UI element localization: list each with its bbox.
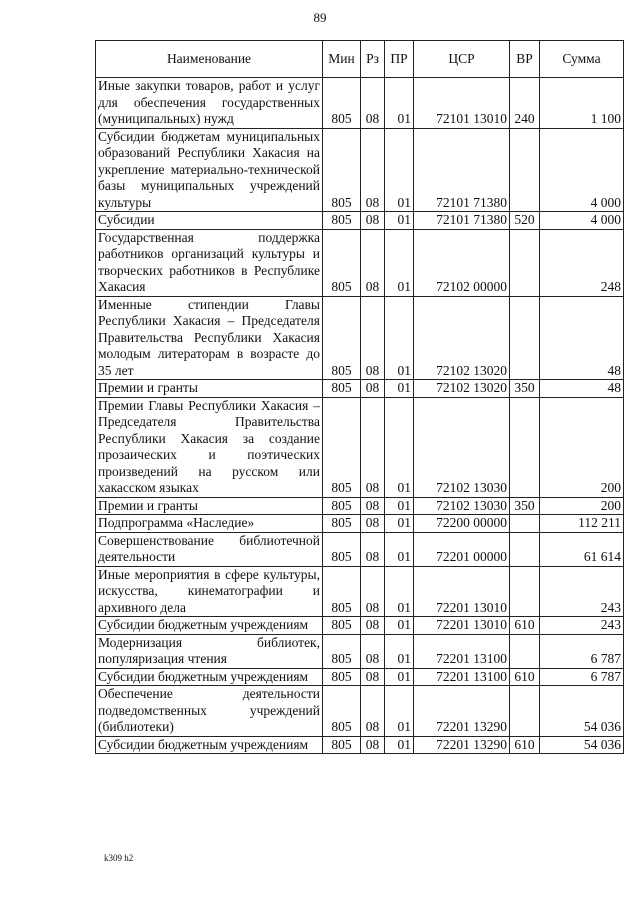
- table-header-row: [96, 41, 624, 78]
- cell-pr: 01: [385, 212, 414, 230]
- cell-vr: [510, 397, 540, 497]
- cell-vr: [510, 128, 540, 212]
- column-header-min: Мин: [323, 41, 361, 78]
- cell-name: Подпрограмма «Наследие»: [96, 515, 323, 533]
- cell-csr: 72102 00000: [414, 229, 510, 296]
- cell-csr: 72102 13030: [414, 497, 510, 515]
- cell-rz: 08: [361, 617, 385, 635]
- cell-rz: 08: [361, 668, 385, 686]
- cell-name: Премии и гранты: [96, 380, 323, 398]
- table-row: [96, 634, 624, 668]
- cell-min: 805: [323, 78, 361, 129]
- cell-csr: 72102 13020: [414, 380, 510, 398]
- cell-pr: 01: [385, 736, 414, 754]
- cell-sum: 1 100: [540, 78, 624, 129]
- cell-sum: 54 036: [540, 686, 624, 737]
- cell-pr: 01: [385, 78, 414, 129]
- cell-rz: 08: [361, 736, 385, 754]
- cell-vr: 350: [510, 380, 540, 398]
- cell-pr: 01: [385, 229, 414, 296]
- cell-rz: 08: [361, 566, 385, 617]
- cell-name: Именные стипендии Главы Республики Хакасия – Председателя Правительства Республики Хакасия молодым литераторам в возрасте до 35 лет: [96, 296, 323, 380]
- cell-min: 805: [323, 686, 361, 737]
- cell-rz: 08: [361, 78, 385, 129]
- cell-csr: 72201 13290: [414, 686, 510, 737]
- cell-sum: 48: [540, 380, 624, 398]
- cell-sum: 248: [540, 229, 624, 296]
- cell-name: Субсидии бюджетным учреждениям: [96, 668, 323, 686]
- cell-pr: 01: [385, 686, 414, 737]
- table-row: [96, 515, 624, 533]
- cell-csr: 72102 13030: [414, 397, 510, 497]
- cell-name: Иные мероприятия в сфере культуры, искусства, кинематографии и архивного дела: [96, 566, 323, 617]
- cell-sum: 112 211: [540, 515, 624, 533]
- cell-min: 805: [323, 497, 361, 515]
- cell-min: 805: [323, 397, 361, 497]
- cell-min: 805: [323, 212, 361, 230]
- cell-sum: 48: [540, 296, 624, 380]
- cell-vr: [510, 296, 540, 380]
- cell-min: 805: [323, 634, 361, 668]
- cell-min: 805: [323, 736, 361, 754]
- table-row: [96, 380, 624, 398]
- table-row: [96, 229, 624, 296]
- cell-rz: 08: [361, 634, 385, 668]
- column-header-rz: Рз: [361, 41, 385, 78]
- cell-pr: 01: [385, 380, 414, 398]
- cell-pr: 01: [385, 296, 414, 380]
- cell-csr: 72201 13100: [414, 634, 510, 668]
- cell-name: Субсидии бюджетным учреждениям: [96, 736, 323, 754]
- cell-sum: 6 787: [540, 634, 624, 668]
- footer-code: k309 h2: [104, 853, 134, 863]
- cell-vr: 520: [510, 212, 540, 230]
- column-header-vr: ВР: [510, 41, 540, 78]
- column-header-name: Наименование: [96, 41, 323, 78]
- cell-pr: 01: [385, 397, 414, 497]
- cell-pr: 01: [385, 668, 414, 686]
- cell-csr: 72101 71380: [414, 212, 510, 230]
- cell-name: Премии Главы Республики Хакасия – Председателя Правительства Республики Хакасия за создание прозаических и поэтических произведений на русском или хакасском языках: [96, 397, 323, 497]
- table-row: [96, 497, 624, 515]
- cell-min: 805: [323, 566, 361, 617]
- cell-vr: [510, 686, 540, 737]
- cell-csr: 72201 13100: [414, 668, 510, 686]
- cell-name: Субсидии бюджетным учреждениям: [96, 617, 323, 635]
- cell-vr: 610: [510, 668, 540, 686]
- cell-name: Субсидии: [96, 212, 323, 230]
- table-row: [96, 686, 624, 737]
- cell-rz: 08: [361, 397, 385, 497]
- column-header-pr: ПР: [385, 41, 414, 78]
- cell-pr: 01: [385, 566, 414, 617]
- cell-rz: 08: [361, 686, 385, 737]
- table-row: [96, 78, 624, 129]
- cell-min: 805: [323, 617, 361, 635]
- cell-pr: 01: [385, 128, 414, 212]
- table-row: [96, 566, 624, 617]
- column-header-sum: Сумма: [540, 41, 624, 78]
- cell-name: Премии и гранты: [96, 497, 323, 515]
- cell-rz: 08: [361, 497, 385, 515]
- cell-vr: 350: [510, 497, 540, 515]
- cell-vr: [510, 532, 540, 566]
- cell-pr: 01: [385, 515, 414, 533]
- cell-csr: 72101 71380: [414, 128, 510, 212]
- table-row: [96, 296, 624, 380]
- page-number: 89: [313, 10, 327, 25]
- cell-vr: 610: [510, 736, 540, 754]
- cell-pr: 01: [385, 497, 414, 515]
- cell-pr: 01: [385, 617, 414, 635]
- table-row: [96, 128, 624, 212]
- cell-sum: 4 000: [540, 128, 624, 212]
- cell-min: 805: [323, 668, 361, 686]
- cell-rz: 08: [361, 515, 385, 533]
- cell-sum: 54 036: [540, 736, 624, 754]
- cell-name: Государственная поддержка работников организаций культуры и творческих работников в Республике Хакасия: [96, 229, 323, 296]
- cell-vr: [510, 515, 540, 533]
- table-row: [96, 532, 624, 566]
- cell-pr: 01: [385, 634, 414, 668]
- cell-min: 805: [323, 296, 361, 380]
- cell-min: 805: [323, 532, 361, 566]
- budget-table: [95, 40, 624, 754]
- cell-name: Иные закупки товаров, работ и услуг для обеспечения государственных (муниципальных) нужд: [96, 78, 323, 129]
- cell-pr: 01: [385, 532, 414, 566]
- cell-rz: 08: [361, 229, 385, 296]
- cell-vr: [510, 229, 540, 296]
- cell-sum: 200: [540, 497, 624, 515]
- cell-csr: 72201 00000: [414, 532, 510, 566]
- cell-vr: 240: [510, 78, 540, 129]
- cell-csr: 72201 13010: [414, 617, 510, 635]
- cell-rz: 08: [361, 212, 385, 230]
- cell-rz: 08: [361, 532, 385, 566]
- cell-csr: 72101 13010: [414, 78, 510, 129]
- column-header-csr: ЦСР: [414, 41, 510, 78]
- cell-sum: 6 787: [540, 668, 624, 686]
- table-row: [96, 397, 624, 497]
- cell-name: Обеспечение деятельности подведомственных учреждений (библиотеки): [96, 686, 323, 737]
- cell-min: 805: [323, 128, 361, 212]
- cell-name: Субсидии бюджетам муниципальных образований Республики Хакасия на укрепление материально-технической базы муниципальных учреждений культуры: [96, 128, 323, 212]
- cell-name: Модернизация библиотек, популяризация чтения: [96, 634, 323, 668]
- table-row: [96, 736, 624, 754]
- cell-rz: 08: [361, 380, 385, 398]
- cell-name: Совершенствование библиотечной деятельности: [96, 532, 323, 566]
- cell-vr: [510, 634, 540, 668]
- cell-csr: 72200 00000: [414, 515, 510, 533]
- cell-sum: 200: [540, 397, 624, 497]
- cell-min: 805: [323, 515, 361, 533]
- cell-csr: 72201 13290: [414, 736, 510, 754]
- table-row: [96, 212, 624, 230]
- cell-csr: 72201 13010: [414, 566, 510, 617]
- cell-csr: 72102 13020: [414, 296, 510, 380]
- cell-sum: 4 000: [540, 212, 624, 230]
- cell-rz: 08: [361, 128, 385, 212]
- cell-vr: [510, 566, 540, 617]
- table-body: [96, 78, 624, 754]
- cell-min: 805: [323, 229, 361, 296]
- table-row: [96, 617, 624, 635]
- cell-sum: 243: [540, 617, 624, 635]
- cell-sum: 61 614: [540, 532, 624, 566]
- table-row: [96, 668, 624, 686]
- cell-rz: 08: [361, 296, 385, 380]
- cell-vr: 610: [510, 617, 540, 635]
- cell-min: 805: [323, 380, 361, 398]
- cell-sum: 243: [540, 566, 624, 617]
